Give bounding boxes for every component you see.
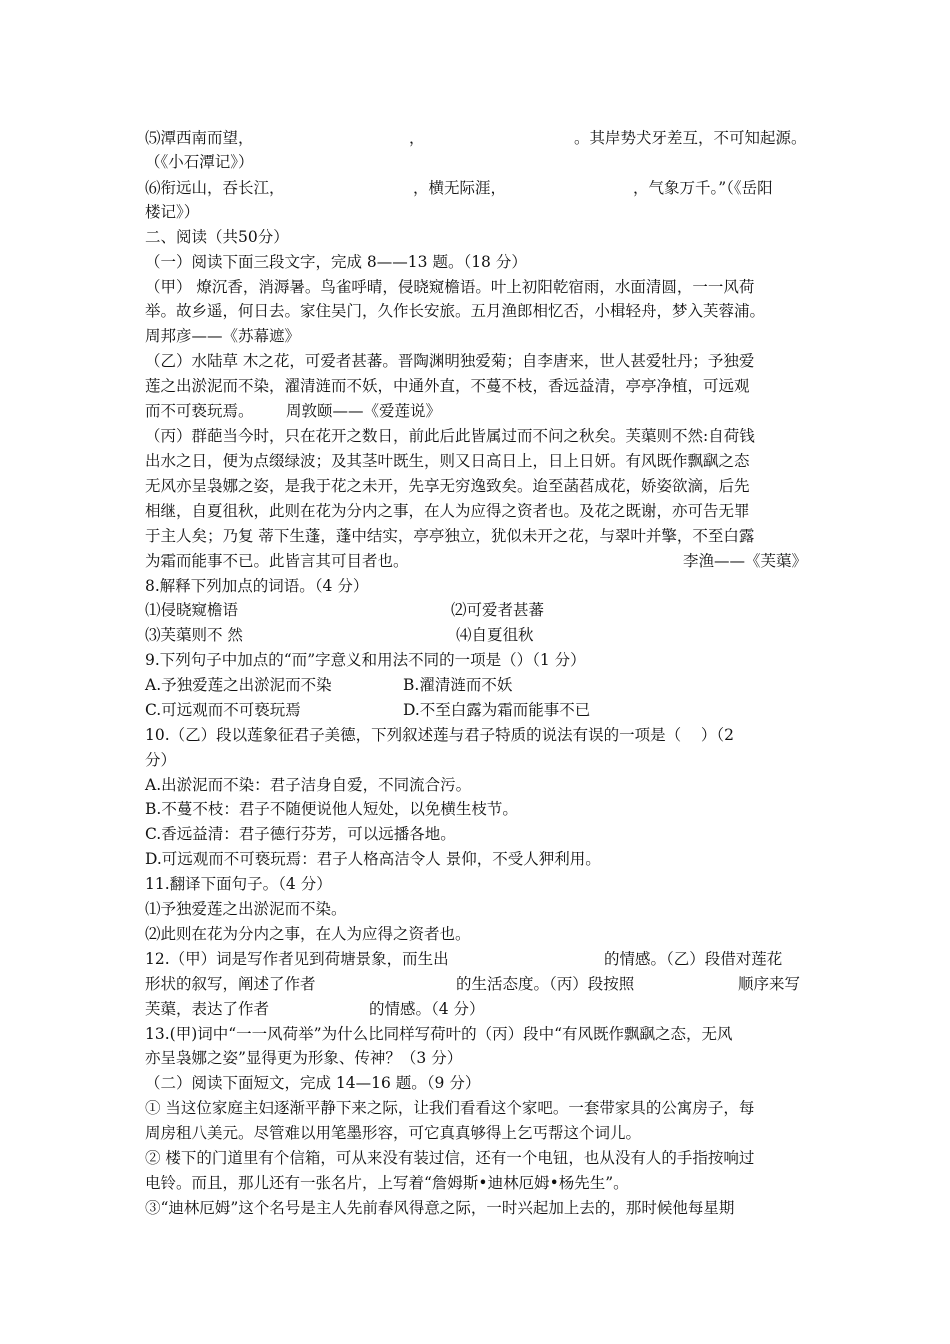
q10-option-d: D.可远观而不可亵玩焉：君子人格高洁令人 景仰，不受人狎利用。 [145, 850, 601, 868]
bing-line: 无风亦呈袅娜之姿，是我于花之未开，先享无穷逸致矣。迨至菡萏成花，娇姿欲滴，后先 [145, 477, 750, 495]
q9-option-b: B.濯清涟而不妖 [403, 676, 513, 694]
q8-stem: 8.解释下列加点的词语。（4 分） [145, 577, 369, 595]
q5-part3: 。其岸势犬牙差互，不可知起源。 [574, 129, 807, 147]
q13-line: 13.(甲)词中“一一风荷举”为什么比同样写荷叶的（丙）段中“有风既作飘飖之态，无风 [145, 1025, 733, 1043]
q12-part: 的情感。（4 分） [369, 1000, 485, 1018]
bing-line: 相继，自夏徂秋，此则在花为分内之事，在人为应得之资者也。及花之既谢，亦可告无罪 [145, 502, 750, 520]
q11-sentence: ⑴予独爱莲之出淤泥而不染。 [145, 900, 347, 918]
bing-line: （丙）群葩当今时，只在花开之数日，前此后此皆属过而不问之秋矣。芙蕖则不然:自荷钱 [145, 427, 755, 445]
part1-intro: （一）阅读下面三段文字，完成 8——13 题。（18 分） [145, 253, 527, 271]
part2-intro: （二）阅读下面短文，完成 14—16 题。（9 分） [145, 1074, 481, 1092]
q12-part: 12.（甲）词是写作者见到荷塘景象，而生出 [145, 950, 449, 968]
yi-last-line: 而不可亵玩焉。 [145, 402, 254, 420]
q11-sentence: ⑵此则在花为分内之事，在人为应得之资者也。 [145, 925, 471, 943]
bing-author: 李渔——《芙蕖》 [683, 552, 808, 570]
q8-item: ⑶芙蕖则不 然 [145, 626, 243, 644]
yi-author: 周敦颐——《爱莲说》 [286, 402, 442, 420]
bing-line: 出水之日，便为点缀绿波；及其茎叶既生，则又日高日上，日上日妍。有风既作飘飖之态 [145, 452, 750, 470]
section-2-title: 二、阅读（共50分） [145, 228, 289, 246]
q5-part2: ， [409, 129, 425, 147]
q13-line: 亦呈袅娜之姿”显得更为形象、传神？（3 分） [145, 1049, 463, 1067]
bing-last-line: 为霜而能事不已。此皆言其可目者也。 [145, 552, 409, 570]
yi-line: 莲之出淤泥而不染，濯清涟而不妖，中通外直，不蔓不枝，香远益清，亭亭净植，可远观 [145, 377, 750, 395]
q12-part: 的情感。（乙）段借对莲花 [604, 950, 783, 968]
q6-part3: ，气象万千。”（《岳阳 [633, 179, 773, 197]
q6-part4: 楼记》） [145, 203, 200, 221]
q10-stem: 10.（乙）段以莲象征君子美德，下列叙述莲与君子特质的说法有误的一项是（ ）（2 [145, 726, 734, 744]
passage-line: 电铃。而且，那儿还有一张名片，上写着“詹姆斯•迪林厄姆•杨先生”。 [145, 1174, 629, 1192]
passage-line: ③“迪林厄姆”这个名号是主人先前春风得意之际，一时兴起加上去的，那时候他每星期 [145, 1199, 735, 1217]
q9-option-c: C.可远观而不可亵玩焉 [145, 701, 301, 719]
jia-line: 举。故乡遥，何日去。家住吴门，久作长安旅。五月渔郎相忆否，小楫轻舟，梦入芙蓉浦。 [145, 302, 766, 320]
q5-source: （《小石潭记》） [145, 153, 254, 171]
q9-stem: 9.下列句子中加点的“而”字意义和用法不同的一项是（）（1 分） [145, 651, 586, 669]
q9-option-d: D.不至白露为霜而能事不已 [403, 701, 591, 719]
q5-part1: ⑸潭西南而望， [145, 129, 254, 147]
passage-line: ① 当这位家庭主妇逐渐平静下来之际，让我们看看这个家吧。一套带家具的公寓房子，每 [145, 1099, 755, 1117]
yi-line: （乙）水陆草 木之花，可爱者甚蕃。晋陶渊明独爱菊；自李唐来，世人甚爱牡丹；予独爱 [145, 352, 755, 370]
q12-part: 芙蕖，表达了作者 [145, 1000, 270, 1018]
passage-line: ② 楼下的门道里有个信箱，可从来没有装过信，还有一个电钮，也从没有人的手指按响过 [145, 1149, 755, 1167]
q8-item: ⑴侵晓窥檐语 [145, 601, 239, 619]
q12-part: 顺序来写 [738, 975, 801, 993]
q8-item: ⑵可爱者甚蕃 [451, 601, 545, 619]
q10-option-a: A.出淤泥而不染：君子洁身自爱，不同流合污。 [145, 776, 472, 794]
passage-line: 周房租八美元。尽管难以用笔墨形容，可它真真够得上乞丐帮这个词儿。 [145, 1124, 642, 1142]
q12-part: 的生活态度。（丙）段按照 [456, 975, 635, 993]
q10-stem-cont: 分） [145, 751, 177, 769]
q6-part1: ⑹衔远山，吞长江， [145, 179, 285, 197]
q10-option-b: B.不蔓不枝：君子不随便说他人短处，以免横生枝节。 [145, 800, 518, 818]
q9-option-a: A.予独爱莲之出淤泥而不染 [145, 676, 332, 694]
q10-option-c: C.香远益清：君子德行芬芳，可以远播各地。 [145, 825, 456, 843]
q12-part: 形状的叙写，阐述了作者 [145, 975, 316, 993]
jia-author: 周邦彦——《苏幕遮》 [145, 327, 301, 345]
q11-stem: 11.翻译下面句子。（4 分） [145, 875, 332, 893]
q6-part2: ，横无际涯， [413, 179, 507, 197]
bing-line: 于主人矣；乃复 蒂下生蓬，蓬中结实，亭亭独立，犹似未开之花，与翠叶并擎，不至白露 [145, 527, 755, 545]
jia-line: （甲） 燎沉香，消溽暑。鸟雀呼晴，侵晓窥檐语。叶上初阳乾宿雨，水面清圆，一一风荷 [145, 278, 755, 296]
q8-item: ⑷自夏徂秋 [456, 626, 534, 644]
